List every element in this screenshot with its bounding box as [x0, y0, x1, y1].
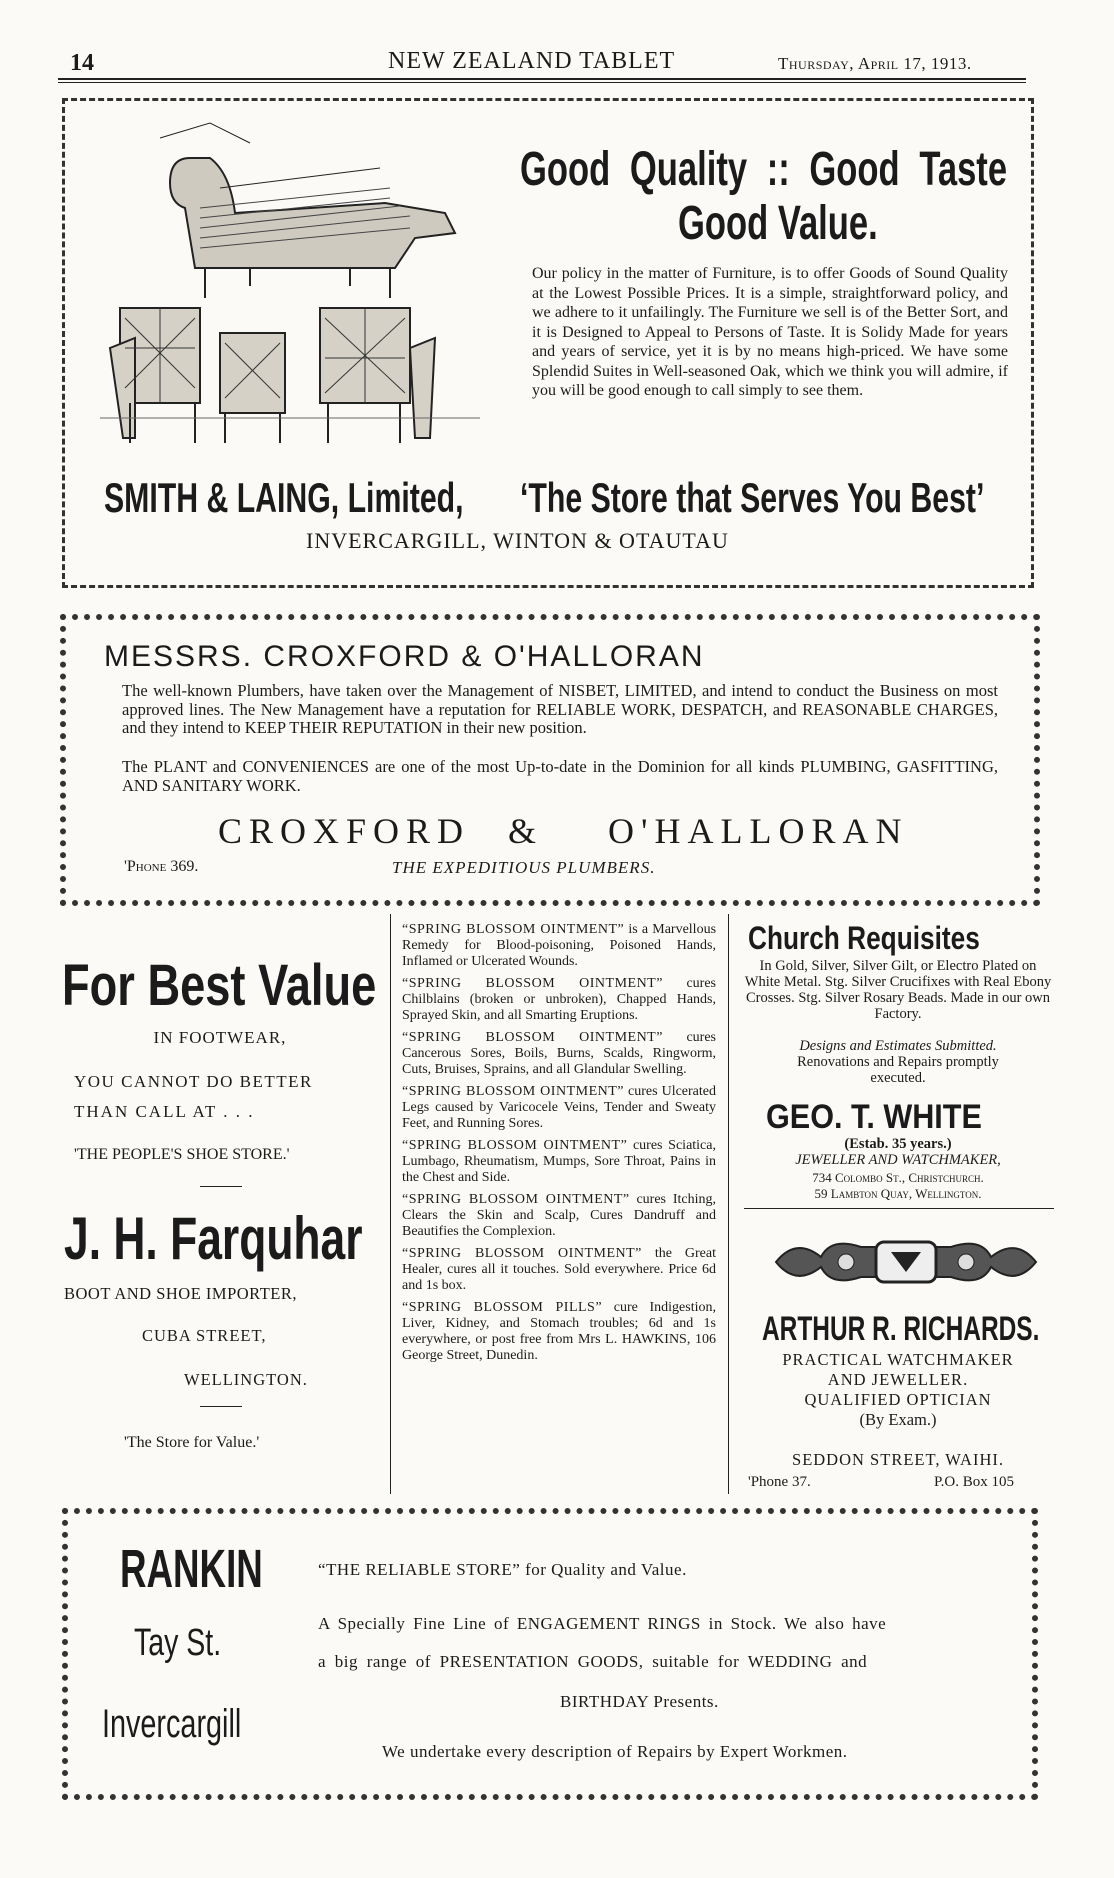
publication-title: NEW ZEALAND TABLET: [388, 48, 676, 74]
ointment-item: [402, 1084, 716, 1132]
ointment-item-text: cures Cancerous Sores, Boils, Burns, Scalds, Ringworm, Cuts, Bruises, Sprains, and all Glandular Swelling.: [402, 1030, 716, 1077]
ointment-item: [402, 976, 716, 1024]
footwear-line-6: CUBA STREET,: [142, 1326, 267, 1345]
ointment-item-text: cures Itching, Clears the Skin and Scalp, Cures Dandruff and Beautifies the Complexion.: [402, 1192, 716, 1239]
ointment-item-head: “SPRING BLOSSOM OINTMENT”: [402, 1030, 663, 1045]
column-divider-left: [390, 914, 391, 1494]
church-role: JEWELLER AND WATCHMAKER,: [795, 1152, 1001, 1168]
footwear-divider-2: [200, 1406, 242, 1407]
furniture-headline-1: Good Quality :: Good Taste: [520, 143, 1008, 196]
rankin-line-1: “THE RELIABLE STORE” for Quality and Value.: [318, 1560, 687, 1579]
ointment-item: [402, 1246, 716, 1294]
rankin-street: Tay St.: [134, 1622, 222, 1664]
richards-line-2: AND JEWELLER.: [827, 1370, 969, 1389]
rankin-name: RANKIN: [120, 1539, 263, 1599]
plumbers-paragraph-1: The well-known Plumbers, have taken over the Management of NISBET, LIMITED, and intend to conduct the Business on most approved lines. The New Management have a reputation for RELIABLE WORK, DESPATCH, and REASONABLE CHARGES, and they intend to KEEP THEIR REPUTATION in their new position.: [122, 681, 998, 737]
plumbers-tagline: THE EXPEDITIOUS PLUMBERS.: [392, 858, 656, 877]
furniture-slogan: ‘The Store that Serves You Best’: [520, 474, 985, 521]
column-divider-right: [728, 914, 729, 1494]
ointment-item: [402, 922, 716, 970]
plumbers-title: MESSRS. CROXFORD & O'HALLORAN: [104, 640, 705, 673]
footwear-line-3: THAN CALL AT . . .: [74, 1102, 255, 1121]
ointment-item: [402, 1192, 716, 1240]
rankin-town: Invercargill: [102, 1702, 242, 1746]
richards-line-3: QUALIFIED OPTICIAN: [804, 1390, 992, 1409]
furniture-company-name: SMITH & LAING, Limited,: [104, 474, 464, 521]
ointment-item-head: “SPRING BLOSSOM OINTMENT”: [402, 1138, 628, 1153]
footwear-line-5: BOOT AND SHOE IMPORTER,: [64, 1284, 297, 1303]
furniture-engraving-icon: [100, 118, 480, 448]
richards-name: ARTHUR R. RICHARDS.: [762, 1310, 1040, 1348]
right-column-divider: [744, 1208, 1054, 1209]
footwear-line-1: IN FOOTWEAR,: [153, 1028, 287, 1047]
church-body: In Gold, Silver, Silver Gilt, or Electro Plated on White Metal. Stg. Silver Crucifixes with Real Ebony Crosses. Stg. Silver Rosary Beads. Made in our own Factory.: [744, 958, 1052, 1022]
ointment-item-head: “SPRING BLOSSOM OINTMENT”: [402, 1084, 624, 1099]
ointment-item-head: “SPRING BLOSSOM OINTMENT”: [402, 1192, 630, 1207]
ointment-item-text: cure Indigestion, Liver, Kidney, and Stomach troubles; 6d and 1s everywhere, or post free from Mrs L. HAWKINS, 106 George Street, Dunedin.: [402, 1300, 716, 1363]
footwear-line-7: WELLINGTON.: [184, 1370, 308, 1389]
ointment-item: [402, 1300, 716, 1364]
richards-line-1: PRACTICAL WATCHMAKER: [782, 1350, 1014, 1369]
footwear-divider-1: [200, 1186, 242, 1187]
richards-line-5: SEDDON STREET, WAIHI.: [792, 1450, 1004, 1469]
header-rule: [58, 78, 1026, 80]
page-number: 14: [70, 50, 94, 76]
rankin-line-5: We undertake every description of Repairs by Expert Workmen.: [382, 1742, 848, 1761]
church-body-2: Renovations and Repairs promptly executed.: [797, 1054, 999, 1086]
ointment-item: [402, 1030, 716, 1078]
header-rule-2: [58, 82, 1026, 83]
ointment-item-head: “SPRING BLOSSOM PILLS”: [402, 1300, 603, 1315]
church-estab: (Estab. 35 years.): [844, 1136, 952, 1152]
plumbers-paragraph-2: The PLANT and CONVENIENCES are one of the most Up-to-date in the Dominion for all kinds PLUMBING, GASFITTING, AND SANITARY WORK.: [122, 757, 998, 795]
footwear-line-2: YOU CANNOT DO BETTER: [74, 1072, 313, 1091]
plumbers-ampersand: &: [508, 811, 537, 851]
footwear-line-8: 'The Store for Value.': [124, 1434, 260, 1451]
furniture-locations: INVERCARGILL, WINTON & OTAUTAU: [306, 528, 729, 553]
ointment-item-head: “SPRING BLOSSOM OINTMENT”: [402, 1246, 642, 1261]
ointment-item-text: cures Chilblains (broken or unbroken), Chapped Hands, Sprayed Skin, and all Smarting Eruptions.: [402, 976, 716, 1023]
ointment-ad: [402, 922, 716, 1370]
richards-box: P.O. Box 105: [934, 1474, 1015, 1490]
ointment-item-text: cures Ulcerated Legs caused by Varicocele Veins, Tender and Sweaty Feet, and Running Sores.: [402, 1084, 716, 1131]
plumbers-name-right: O'HALLORAN: [608, 811, 909, 851]
rankin-line-2: A Specially Fine Line of ENGAGEMENT RINGS in Stock. We also have: [318, 1614, 887, 1633]
ointment-item-text: is a Marvellous Remedy for Blood-poisoning, Poisoned Hands, Inflamed or Ulcerated Wounds.: [402, 922, 717, 969]
footwear-line-4: 'THE PEOPLE'S SHOE STORE.': [74, 1146, 290, 1163]
footwear-ad: [60, 920, 380, 1490]
footwear-name: J. H. Farquhar: [64, 1205, 363, 1272]
footwear-headline: For Best Value: [62, 953, 377, 1018]
richards-line-4: (By Exam.): [859, 1410, 937, 1429]
rankin-line-4: BIRTHDAY Presents.: [560, 1692, 719, 1711]
furniture-policy-text: Our policy in the matter of Furniture, is to offer Goods of Sound Quality at the Lowest Possible Prices. It is a simple, straightforward policy, and we adhere to it unfailingly. The Furniture we sell is of the Better Sort, and it is Designed to Appeal to Persons of Taste. It is Solidy Made for years and years of service, yet it is by no means high-priced. We have some Splendid Suites in Well-seasoned Oak, which we think you will admire, if you will be good enough to call simply to see them.: [532, 265, 1008, 399]
richards-phone: 'Phone 37.: [748, 1474, 811, 1490]
church-title: Church Requisites: [748, 920, 980, 956]
furniture-headline-2: Good Value.: [678, 197, 878, 250]
ointment-item-head: “SPRING BLOSSOM OINTMENT”: [402, 976, 663, 991]
ointment-item-head: “SPRING BLOSSOM OINTMENT”: [402, 922, 625, 937]
ointment-item-text: the Great Healer, cures all it touches. Sold everywhere. Price 6d and 1s box.: [402, 1246, 716, 1293]
rankin-line-3: a big range of PRESENTATION GOODS, suitable for WEDDING and: [318, 1652, 868, 1671]
church-address-1: 734 Colombo St., Christchurch.: [812, 1170, 984, 1185]
church-address-2: 59 Lambton Quay, Wellington.: [814, 1186, 982, 1201]
brooch-engraving-icon: [766, 1222, 1046, 1302]
church-merchant-name: GEO. T. WHITE: [766, 1098, 982, 1136]
issue-date: Thursday, April 17, 1913.: [778, 54, 972, 73]
plumbers-phone: 'Phone 369.: [124, 858, 199, 875]
ointment-item-text: cures Sciatica, Lumbago, Rheumatism, Mumps, Sore Throat, Pains in the Chest and Side.: [402, 1138, 716, 1185]
ointment-item: [402, 1138, 716, 1186]
church-italic-note: Designs and Estimates Submitted.: [799, 1038, 997, 1054]
plumbers-name-left: CROXFORD: [218, 811, 471, 851]
